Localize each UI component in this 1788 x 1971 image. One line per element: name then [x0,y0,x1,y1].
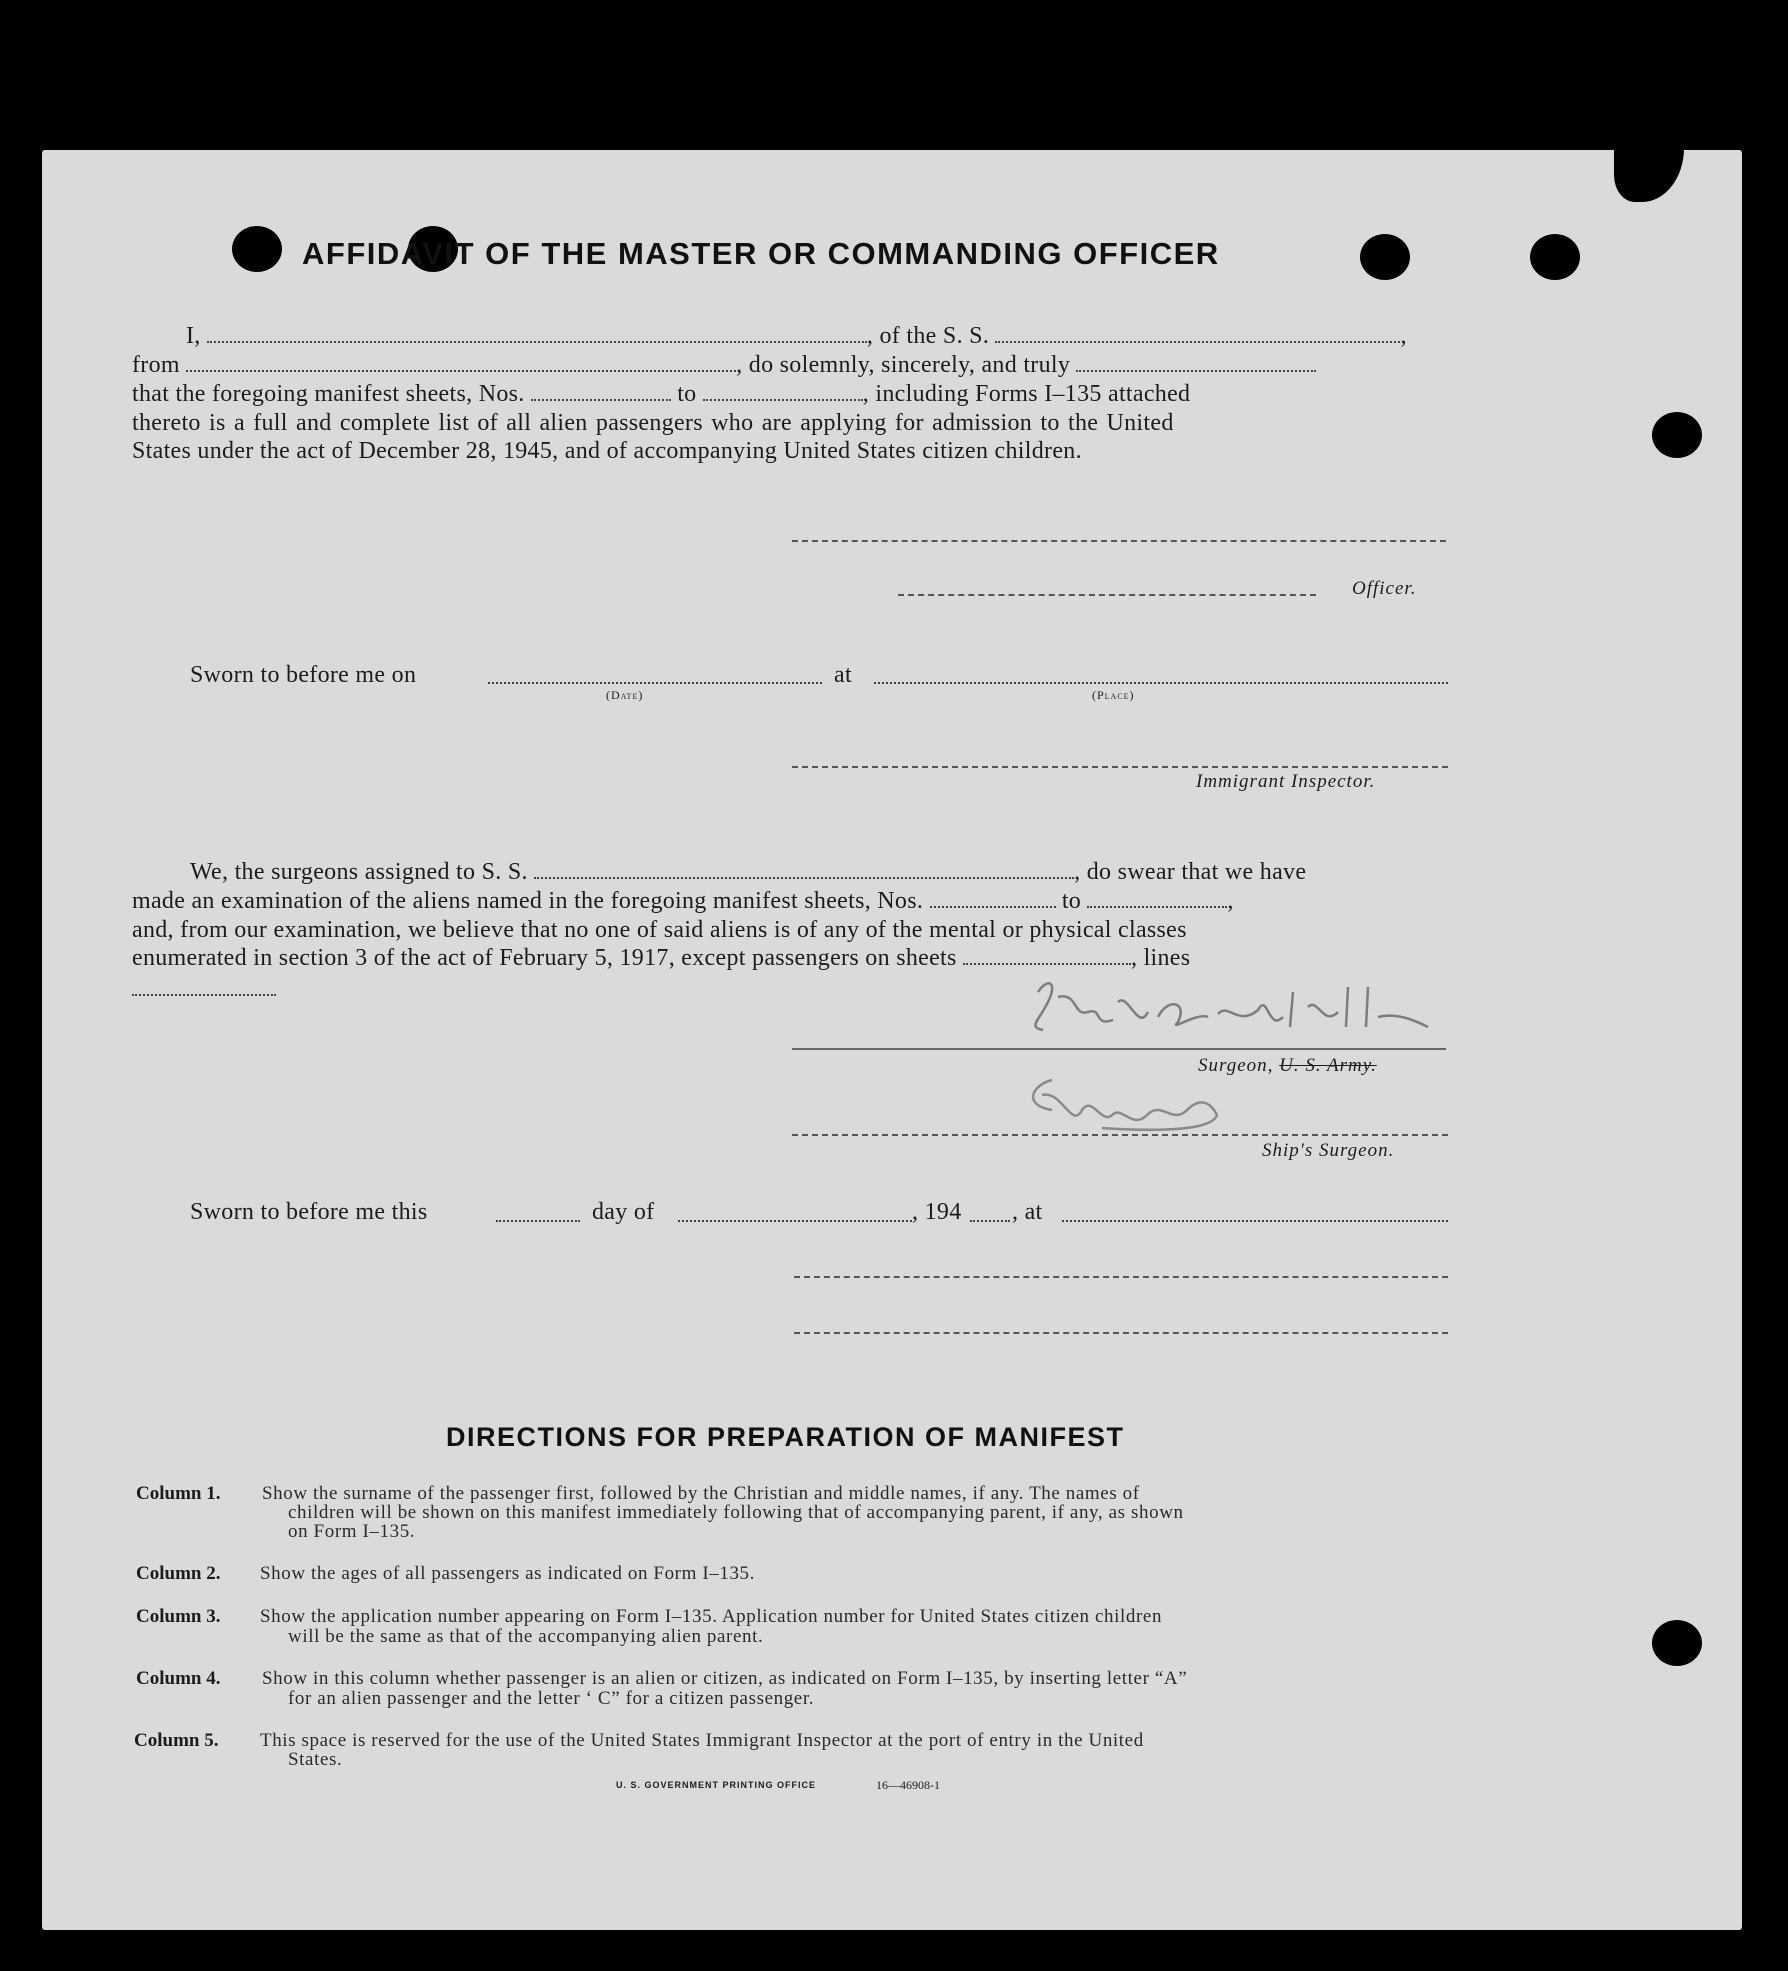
punch-hole [1652,1620,1702,1666]
year-field[interactable] [970,1220,1010,1222]
column-3-text-2: will be the same as that of the accompanying alien parent. [288,1626,764,1647]
column-1-label: Column 1. [136,1483,221,1504]
ship-surgeon-caption: Ship's Surgeon. [1262,1140,1395,1161]
sworn2-year: , 194 [912,1199,962,1225]
month-field[interactable] [678,1220,912,1222]
sheet-from-field[interactable] [531,381,671,401]
surgeons-line-1: We, the surgeons assigned to S. S. , do swear that we have [190,859,1307,885]
column-2-text-1: Show the ages of all passengers as indicated on Form I–135. [260,1563,755,1584]
swear-field[interactable] [1076,352,1316,372]
column-5-label: Column 5. [134,1730,219,1751]
date-caption: (Date) [606,688,644,702]
affidavit-title: AFFIDAVIT OF THE MASTER OR COMMANDING OFFICER [302,236,1220,271]
column-4-text-1: Show in this column whether passenger is an alien or citizen, as indicated on Form I–135, by inserting letter “A” [262,1668,1188,1689]
column-5-text-1: This space is reserved for the use of the United States Immigrant Inspector at the port of entry in the United [260,1730,1144,1751]
sheet-to-field[interactable] [703,381,863,401]
ship-name-field[interactable] [995,323,1400,343]
inspector-caption: Immigrant Inspector. [1196,771,1376,792]
affidavit-line-3: that the foregoing manifest sheets, Nos. to , including Forms I–135 attached [132,381,1191,407]
sworn-at: at [834,662,852,688]
except-sheets-field[interactable] [963,945,1131,965]
form-number: 16—46908-1 [876,1778,940,1792]
column-5-text-2: States. [288,1749,343,1770]
sworn2-text: Sworn to before me this [190,1199,428,1225]
exam-sheet-to-field[interactable] [1087,888,1227,908]
punch-hole [1360,234,1410,280]
signature-line[interactable] [792,540,1446,542]
surgeons-line-3: and, from our examination, we believe that no one of said aliens is of any of the mental or physical classes [132,917,1187,943]
lines-field[interactable] [132,994,276,996]
ship-surgeon-signature [1012,1070,1232,1140]
printer-imprint: U. S. GOVERNMENT PRINTING OFFICE [616,1780,817,1790]
officer-caption: Officer. [1352,578,1417,599]
column-3-text-1: Show the application number appearing on Form I–135. Application number for United States citizen children [260,1606,1163,1627]
ship-surgeon-signature-line[interactable] [792,1134,1448,1136]
column-4-text-2: for an alien passenger and the letter ‘ C” for a citizen passenger. [288,1688,815,1709]
date-field[interactable] [488,682,822,684]
directions-title: DIRECTIONS FOR PREPARATION OF MANIFEST [446,1422,1125,1452]
sworn2-day-of: day of [592,1199,655,1225]
affidavit-line-5: States under the act of December 28, 1945, and of accompanying United States citizen children. [132,438,1082,464]
day-field[interactable] [496,1220,580,1222]
affidavit-line-4: thereto is a full and complete list of all alien passengers who are applying for admission to the United [132,410,1174,436]
surgeons-line-4: enumerated in section 3 of the act of February 5, 1917, except passengers on sheets , lines [132,945,1191,971]
column-1-text-1: Show the surname of the passenger first, followed by the Christian and middle names, if any. The names of [262,1483,1140,1504]
inspector-signature-line[interactable] [792,766,1448,768]
punch-hole [1652,412,1702,458]
officer-signature-line[interactable] [898,594,1316,596]
army-surgeon-signature [1018,972,1438,1052]
sworn2-signature-line[interactable] [794,1276,1448,1278]
sworn2-at: , at [1012,1199,1043,1225]
surgeons-line-2: made an examination of the aliens named in the foregoing manifest sheets, Nos. to , [132,888,1234,914]
sworn-text: Sworn to before me on [190,662,417,688]
column-1-text-3: on Form I–135. [288,1521,416,1542]
army-surgeon-caption: Surgeon, U. S. Army. [1198,1055,1377,1076]
from-port-field[interactable] [186,352,736,372]
sworn2-title-line[interactable] [794,1332,1448,1334]
column-3-label: Column 3. [136,1606,221,1627]
punch-hole [1530,234,1580,280]
surgeons-ship-field[interactable] [534,859,1074,879]
column-2-label: Column 2. [136,1563,221,1584]
column-1-text-2: children will be shown on this manifest immediately following that of accompanying parent, if any, as shown [288,1502,1184,1523]
sworn2-place-field[interactable] [1062,1220,1448,1222]
affidavit-line-1: I, , of the S. S. , [186,323,1407,349]
place-caption: (Place) [1092,688,1135,702]
affidavit-line-2: from , do solemnly, sincerely, and truly [132,351,1316,380]
exam-sheet-from-field[interactable] [930,888,1056,908]
punch-hole [232,226,282,272]
place-field[interactable] [874,682,1448,684]
army-surgeon-signature-line[interactable] [792,1048,1446,1050]
column-4-label: Column 4. [136,1668,221,1689]
master-name-field[interactable] [207,323,867,343]
